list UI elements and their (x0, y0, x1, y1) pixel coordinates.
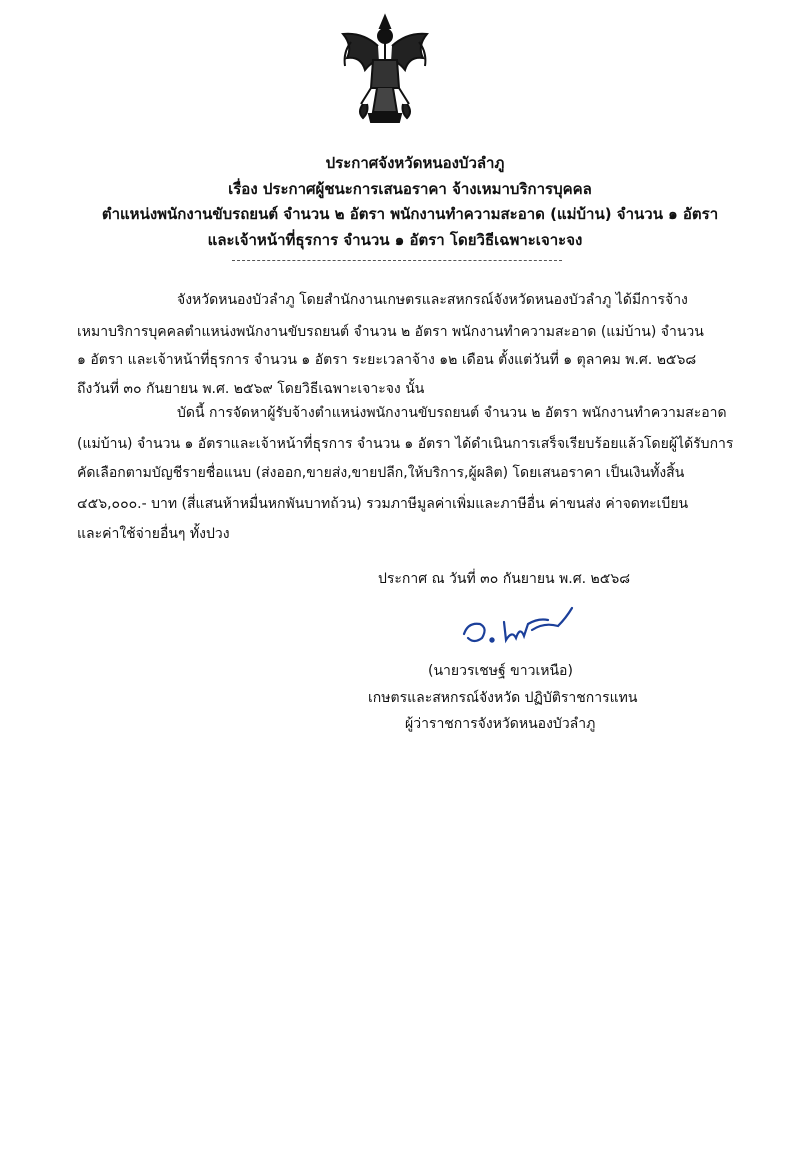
body-line: คัดเลือกตามบัญชีรายชื่อแนบ (ส่งออก,ขายส่ง,ขายปลีก,ให้บริการ,ผู้ผลิต) โดยเสนอราคา เป็นเงินทั้งสิ้น (77, 465, 685, 481)
announcement-title: ประกาศจังหวัดหนองบัวลำภู (325, 154, 505, 172)
body-line: ถึงวันที่ ๓๐ กันยายน พ.ศ. ๒๕๖๙ โดยวิธีเฉพาะเจาะจง นั้น (77, 381, 425, 397)
body-line: เหมาบริการบุคคลตำแหน่งพนักงานขับรถยนต์ จำนวน ๒ อัตรา พนักงานทำความสะอาด (แม่บ้าน) จำนวน (77, 324, 704, 340)
signer-position-governor: ผู้ว่าราชการจังหวัดหนองบัวลำภู (405, 716, 596, 732)
body-line: ๑ อัตรา และเจ้าหน้าที่ธุรการ จำนวน ๑ อัตรา ระยะเวลาจ้าง ๑๒ เดือน ตั้งแต่วันที่ ๑ ตุลาคม พ.ศ. ๒๕๖๘ (77, 352, 697, 368)
body-line: และค่าใช้จ่ายอื่นๆ ทั้งปวง (77, 526, 230, 542)
announcement-subject: เรื่อง ประกาศผู้ชนะการเสนอราคา จ้างเหมาบริการบุคคล (228, 180, 592, 198)
garuda-emblem-icon (333, 12, 437, 126)
signer-position: เกษตรและสหกรณ์จังหวัด ปฏิบัติราชการแทน (368, 690, 638, 706)
signer-name: (นายวรเชษฐ์ ขาวเหนือ) (428, 663, 573, 679)
handwritten-signature (458, 600, 578, 650)
body-line: จังหวัดหนองบัวลำภู โดยสำนักงานเกษตรและสหกรณ์จังหวัดหนองบัวลำภู ได้มีการจ้าง (177, 292, 688, 308)
body-line: (แม่บ้าน) จำนวน ๑ อัตราและเจ้าหน้าที่ธุรการ จำนวน ๑ อัตรา ได้ดำเนินการเสร็จเรียบร้อยแล้วโดยผู้ได้รับการ (77, 436, 734, 452)
body-line: ๔๕๖,๐๐๐.- บาท (สี่แสนห้าหมื่นหกพันบาทถ้วน) รวมภาษีมูลค่าเพิ่มและภาษีอื่น ค่าขนส่ง ค่าจดทะเบียน (77, 496, 689, 512)
announcement-date: ประกาศ ณ วันที่ ๓๐ กันยายน พ.ศ. ๒๕๖๘ (378, 571, 631, 587)
header-divider (232, 260, 562, 261)
body-line: บัดนี้ การจัดหาผู้รับจ้างตำแหน่งพนักงานขับรถยนต์ จำนวน ๒ อัตรา พนักงานทำความสะอาด (177, 405, 727, 421)
announcement-positions: ตำแหน่งพนักงานขับรถยนต์ จำนวน ๒ อัตรา พนักงานทำความสะอาด (แม่บ้าน) จำนวน ๑ อัตรา (101, 205, 719, 223)
announcement-method: และเจ้าหน้าที่ธุรการ จำนวน ๑ อัตรา โดยวิธีเฉพาะเจาะจง (207, 231, 583, 249)
